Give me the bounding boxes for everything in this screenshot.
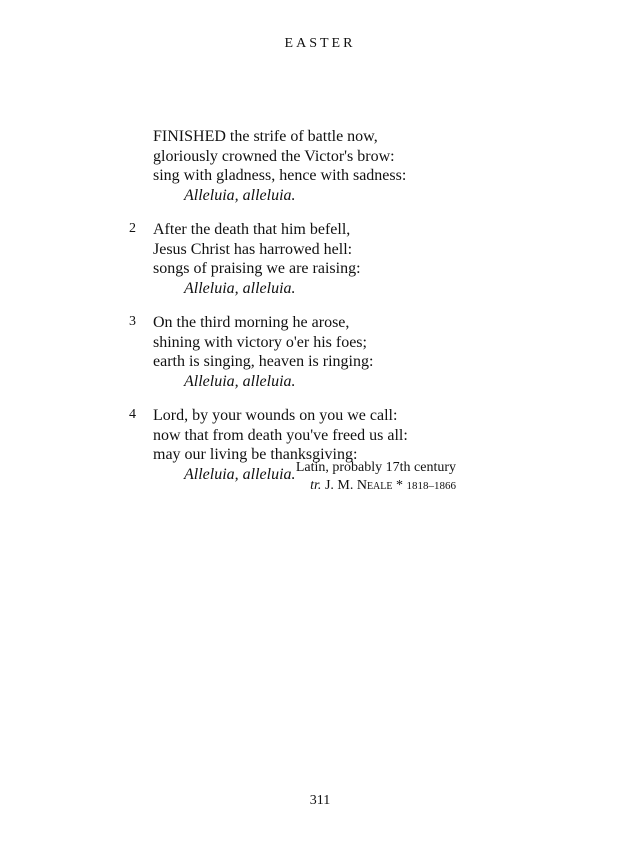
refrain-line: Alleluia, alleluia. xyxy=(184,372,296,390)
translator-abbrev: tr. xyxy=(310,478,322,493)
attribution-translator xyxy=(296,477,456,495)
verse-number: 2 xyxy=(129,221,136,236)
verse-line: sing with gladness, hence with sadness: xyxy=(153,167,407,184)
hymn-text xyxy=(0,127,640,499)
refrain-line: Alleluia, alleluia. xyxy=(184,279,296,297)
attribution xyxy=(296,459,456,495)
alteration-marker: * xyxy=(396,478,403,493)
verse-line: shining with victory o'er his foes; xyxy=(153,333,367,351)
translator-name: J. M. Neale xyxy=(324,478,393,493)
verse-line: may our living be thanksgiving: xyxy=(153,446,358,463)
page-number: 311 xyxy=(309,793,331,808)
verse-first-word: FINISHED xyxy=(153,128,226,145)
verse-line: earth is singing, heaven is ringing: xyxy=(153,353,374,370)
verse-number: 3 xyxy=(129,314,136,329)
verse-line-text: the strife of battle now, xyxy=(225,128,378,145)
verse-line: now that from death you've freed us all: xyxy=(153,426,408,444)
refrain-line: Alleluia, alleluia. xyxy=(184,186,296,204)
verse-line xyxy=(0,127,640,147)
verse-line: Lord, by your wounds on you we call: xyxy=(153,407,398,424)
attribution-source: Latin, probably 17th century xyxy=(295,460,456,475)
verse-1 xyxy=(0,127,640,205)
running-head: EASTER xyxy=(284,36,356,51)
verse-line: On the third morning he arose, xyxy=(153,314,350,331)
verse-number: 4 xyxy=(129,407,136,422)
refrain-line: Alleluia, alleluia. xyxy=(184,465,296,483)
verse-3 xyxy=(0,313,640,391)
verse-line: After the death that him befell, xyxy=(153,221,351,238)
verse-2 xyxy=(0,220,640,298)
translator-dates: 1818–1866 xyxy=(406,480,456,492)
verse-line: Jesus Christ has harrowed hell: xyxy=(153,240,353,258)
verse-line: songs of praising we are raising: xyxy=(153,260,361,277)
verse-line: gloriously crowned the Victor's brow: xyxy=(153,147,395,165)
